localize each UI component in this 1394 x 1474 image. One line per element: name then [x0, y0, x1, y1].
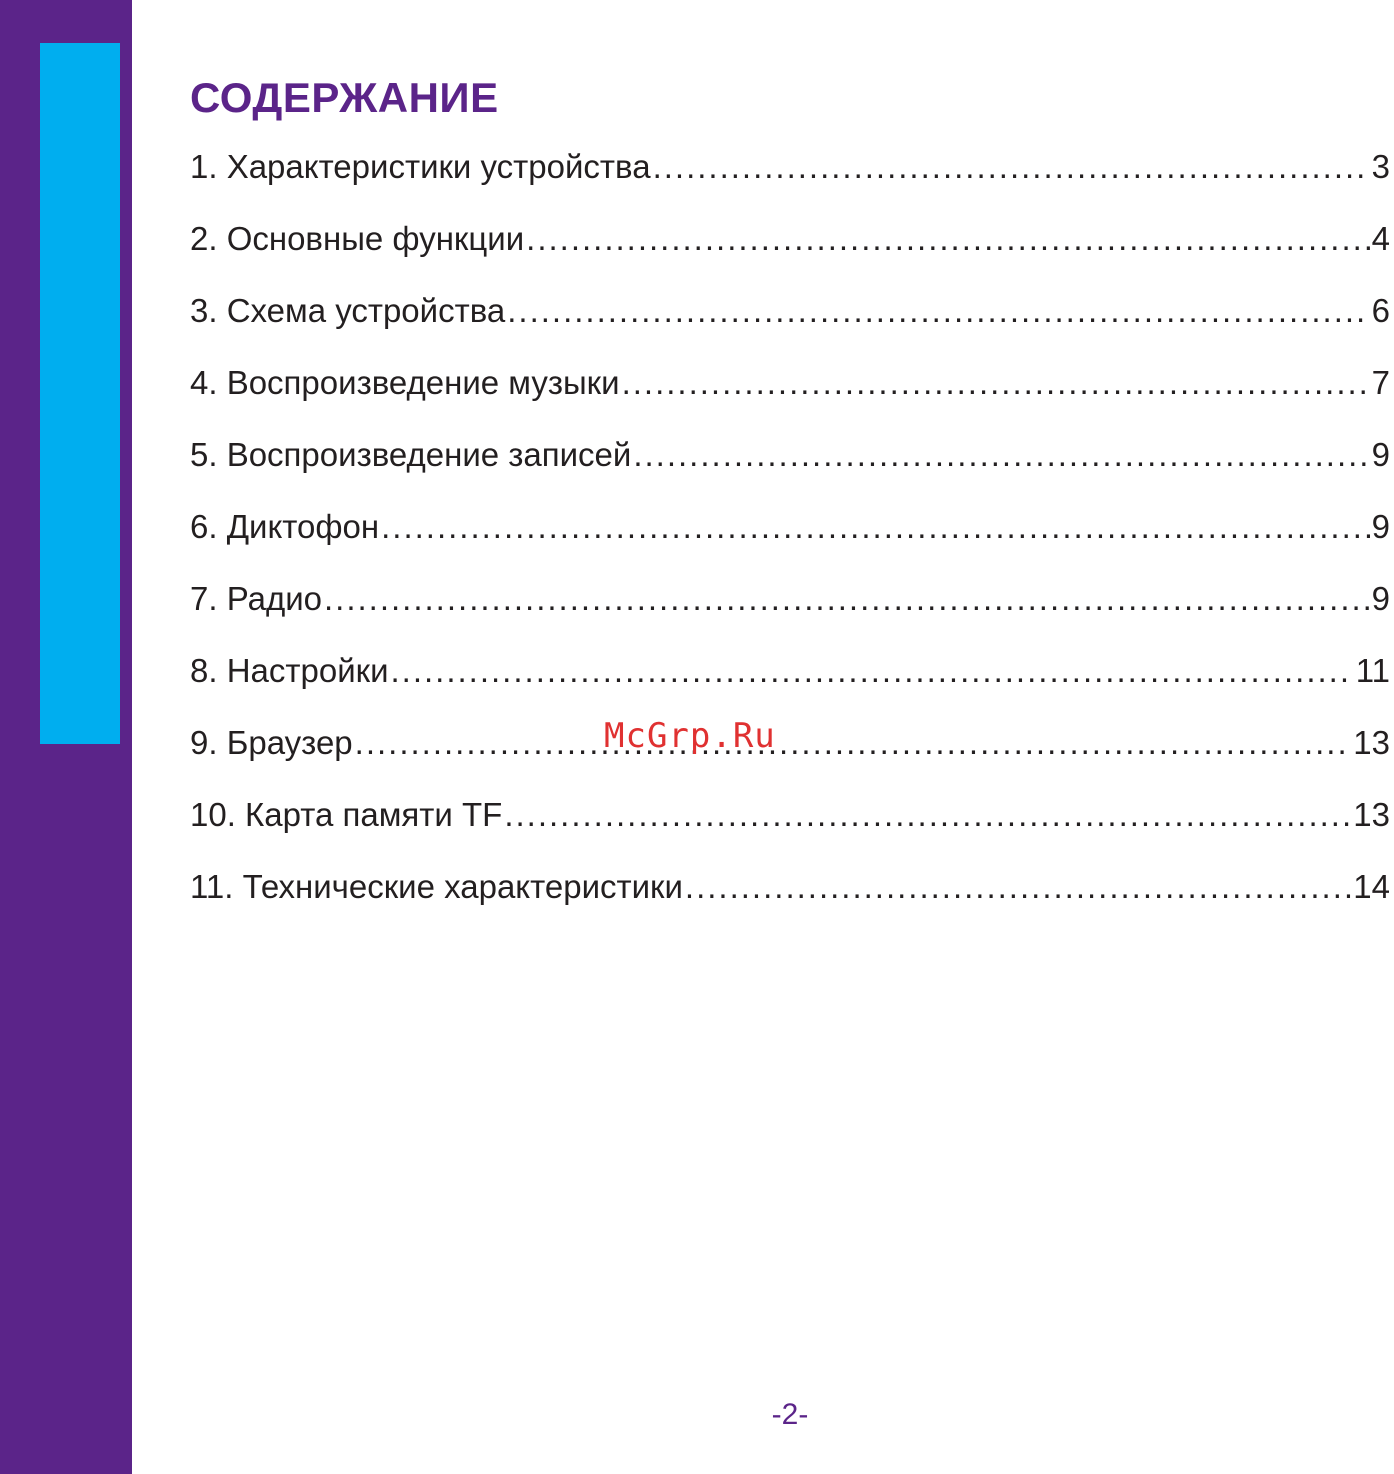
- toc-entry: [190, 796, 1390, 868]
- toc-entry-label: 9. Браузер: [190, 724, 353, 761]
- blue-accent-strip: [40, 43, 120, 744]
- toc-entry-page: 4: [1371, 220, 1390, 257]
- toc-entry-label: 1. Характеристики устройства: [190, 148, 651, 185]
- toc-entry: [190, 508, 1390, 580]
- toc-entry-label: 8. Настройки: [190, 652, 389, 689]
- toc-entry: [190, 652, 1390, 724]
- dot-leader: [381, 508, 1370, 546]
- page-number: -2-: [771, 1398, 809, 1431]
- toc-entry-label: 10. Карта памяти TF: [190, 796, 503, 833]
- toc-entry-label: 4. Воспроизведение музыки: [190, 364, 620, 401]
- dot-leader: [622, 364, 1370, 402]
- toc-entry-label: 11. Технические характеристики: [190, 868, 683, 905]
- toc-entry: [190, 220, 1390, 292]
- toc-entry-page: 9: [1371, 436, 1390, 473]
- toc-entry-page: 3: [1371, 148, 1390, 185]
- dot-leader: [526, 220, 1369, 258]
- toc-entry: [190, 292, 1390, 364]
- toc-entry-label: 2. Основные функции: [190, 220, 525, 257]
- dot-leader: [324, 580, 1370, 618]
- toc-entry-page: 13: [1353, 796, 1390, 833]
- toc-entry-label: 3. Схема устройства: [190, 292, 506, 329]
- toc-entry-page: 9: [1371, 580, 1390, 617]
- toc-entry-page: 13: [1353, 724, 1390, 761]
- dot-leader: [391, 652, 1354, 690]
- dot-leader: [685, 868, 1351, 906]
- toc-entry-page: 11: [1355, 652, 1390, 689]
- toc-entry-page: 6: [1371, 292, 1390, 329]
- toc-entry-label: 5. Воспроизведение записей: [190, 436, 632, 473]
- toc-entry: [190, 364, 1390, 436]
- toc-entry: [190, 868, 1390, 940]
- toc-entry-page: 7: [1371, 364, 1390, 401]
- toc-entry-page: 14: [1353, 868, 1390, 905]
- watermark-text: McGrp.Ru: [604, 716, 776, 756]
- toc-entry: [190, 148, 1390, 220]
- toc-entry: [190, 580, 1390, 652]
- dot-leader: [507, 292, 1369, 330]
- dot-leader: [504, 796, 1351, 834]
- toc-entry: [190, 436, 1390, 508]
- table-of-contents: [190, 148, 1390, 940]
- dot-leader: [633, 436, 1369, 474]
- toc-entry-label: 6. Диктофон: [190, 508, 380, 545]
- dot-leader: [355, 724, 1352, 762]
- toc-entry-label: 7. Радио: [190, 580, 322, 617]
- page-title: СОДЕРЖАНИЕ: [190, 74, 499, 121]
- toc-entry-page: 9: [1371, 508, 1390, 545]
- dot-leader: [653, 148, 1370, 186]
- toc-entry: [190, 724, 1390, 796]
